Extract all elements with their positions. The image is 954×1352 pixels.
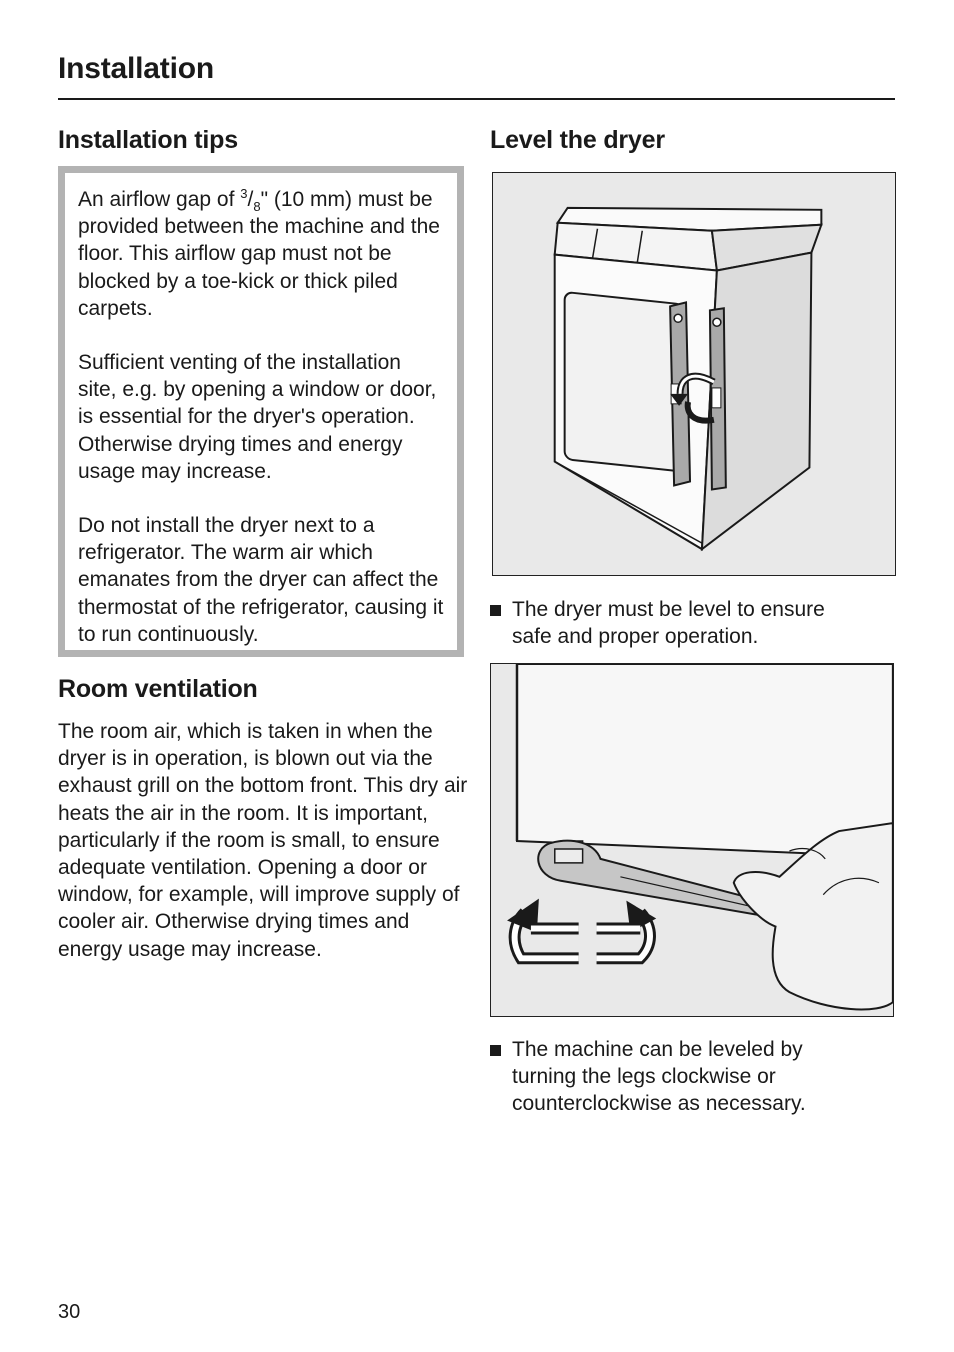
- title-divider: [58, 98, 895, 100]
- bullet-square-icon: [490, 605, 501, 616]
- tips-paragraph-venting: Sufficient venting of the installation site, e.g. by opening a window or door, is essential for the dryer's operation. Otherwise drying times and energy usage may increase.: [78, 351, 437, 483]
- dryer-level-figure: [492, 172, 896, 576]
- tips-paragraph-refrigerator: Do not install the dryer next to a refrigerator. The warm air which emanates from the dryer can affect the thermostat of the refrigerator, causing it to run continuously.: [78, 514, 444, 646]
- level-dryer-heading: Level the dryer: [490, 126, 665, 154]
- bullet-legs: The machine can be leveled by turning the legs clockwise or counterclockwise as necessary.: [490, 1036, 870, 1118]
- tips-paragraph-airflow: An airflow gap of $^3/_8$" (10 mm) must be provided between the machine and the floor. This airflow gap must not be blocked by a toe-kick or thick piled carpets.: [78, 186, 440, 320]
- page-number: 30: [58, 1301, 81, 1323]
- installation-tips-box: [58, 166, 464, 657]
- page-title: Installation: [58, 52, 214, 85]
- wrench-adjusting-foot-icon: [491, 664, 893, 1016]
- dryer-with-level-icon: [493, 173, 895, 575]
- bullet-square-icon: [490, 1045, 501, 1056]
- bullet-level: The dryer must be level to ensure safe and proper operation.: [490, 596, 870, 650]
- leveling-wrench-figure: [490, 663, 894, 1017]
- installation-tips-heading: Installation tips: [58, 126, 238, 154]
- room-ventilation-heading: Room ventilation: [58, 675, 258, 703]
- room-ventilation-text: The room air, which is taken in when the dryer is in operation, is blown out via the exhaust grill on the bottom front. This dry air heats the air in the room. It is important, particularly if the room is small, to ensure adequate ventilation. Opening a door or window, for example, will improve supply of cooler air. Otherwise drying times and energy usage may increase.: [58, 720, 468, 961]
